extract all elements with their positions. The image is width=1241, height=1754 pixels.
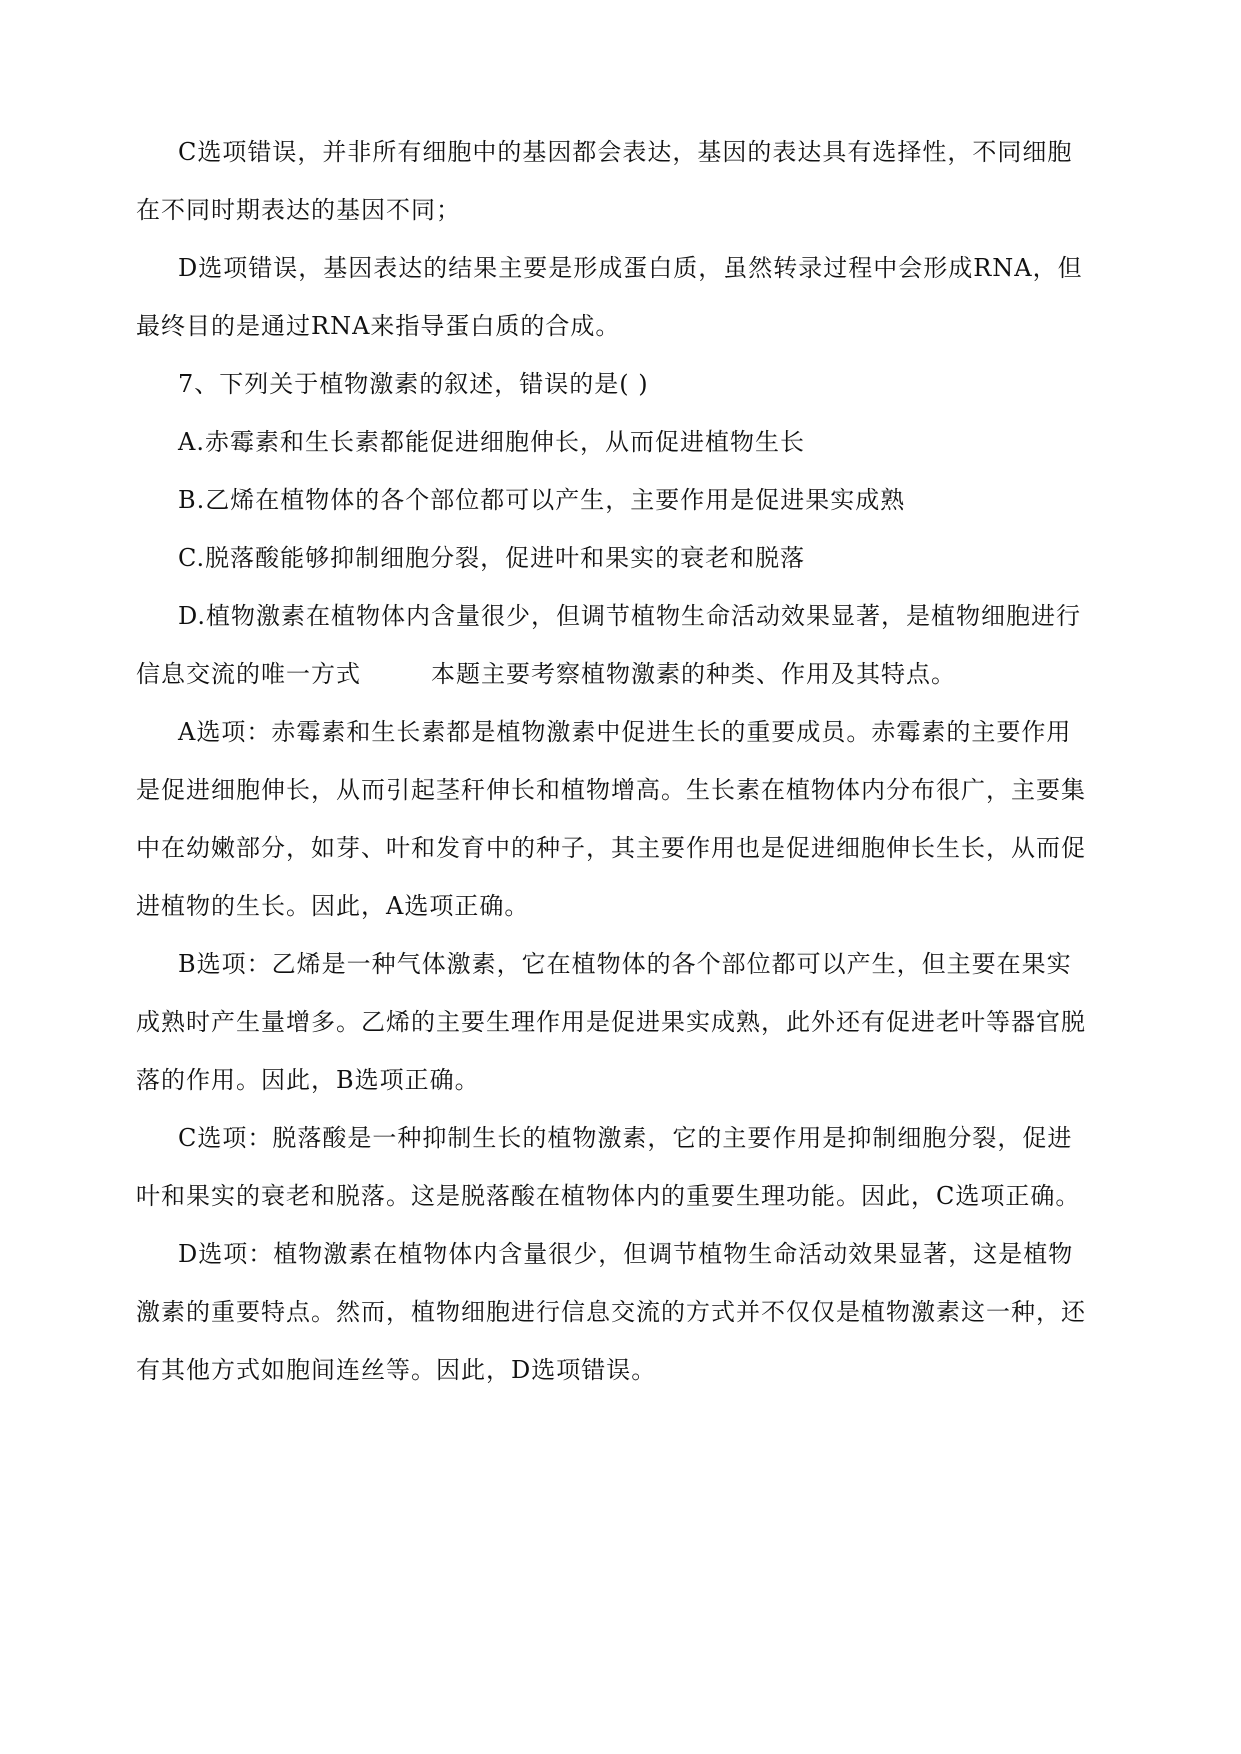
- analysis-line: D选项：植物激素在植物体内含量很少，但调节植物生命活动效果显著，这是植物: [178, 1240, 1074, 1268]
- text-line: C选项错误，并非所有细胞中的基因都会表达，基因的表达具有选择性，不同细胞: [178, 138, 1073, 166]
- analysis-line: 落的作用。因此，B选项正确。: [136, 1066, 480, 1094]
- analysis-line: 有其他方式如胞间连丝等。因此，D选项错误。: [136, 1356, 657, 1384]
- option-c: C.脱落酸能够抑制细胞分裂，促进叶和果实的衰老和脱落: [178, 544, 806, 572]
- analysis-line: 进植物的生长。因此，A选项正确。: [136, 892, 530, 920]
- analysis-line: B选项：乙烯是一种气体激素，它在植物体的各个部位都可以产生，但主要在果实: [178, 950, 1072, 978]
- analysis-line: 激素的重要特点。然而，植物细胞进行信息交流的方式并不仅仅是植物激素这一种，还: [136, 1298, 1086, 1326]
- analysis-line: 是促进细胞伸长，从而引起茎秆伸长和植物增高。生长素在植物体内分布很广，主要集: [136, 776, 1086, 804]
- analysis-line: C选项：脱落酸是一种抑制生长的植物激素，它的主要作用是抑制细胞分裂，促进: [178, 1124, 1073, 1152]
- analysis-line: 成熟时产生量增多。乙烯的主要生理作用是促进果实成熟，此外还有促进老叶等器官脱: [136, 1008, 1086, 1036]
- text-line: 在不同时期表达的基因不同；: [136, 196, 461, 224]
- option-d-tail: 信息交流的唯一方式: [136, 660, 361, 688]
- option-d: D.植物激素在植物体内含量很少，但调节植物生命活动效果显著，是植物细胞进行: [178, 602, 1082, 630]
- analysis-line: A选项：赤霉素和生长素都是植物激素中促进生长的重要成员。赤霉素的主要作用: [178, 718, 1072, 746]
- option-d-continued: [136, 659, 956, 689]
- option-a: A.赤霉素和生长素都能促进细胞伸长，从而促进植物生长: [178, 428, 805, 456]
- analysis-line: 叶和果实的衰老和脱落。这是脱落酸在植物体内的重要生理功能。因此，C选项正确。: [136, 1182, 1081, 1210]
- question-stem: 7、下列关于植物激素的叙述，错误的是( ): [178, 370, 649, 398]
- analysis-intro: 本题主要考察植物激素的种类、作用及其特点。: [431, 660, 956, 688]
- analysis-line: 中在幼嫩部分，如芽、叶和发育中的种子，其主要作用也是促进细胞伸长生长，从而促: [136, 834, 1086, 862]
- text-line: D选项错误，基因表达的结果主要是形成蛋白质，虽然转录过程中会形成RNA，但: [178, 254, 1083, 282]
- text-line: 最终目的是通过RNA来指导蛋白质的合成。: [136, 312, 621, 340]
- option-b: B.乙烯在植物体的各个部位都可以产生，主要作用是促进果实成熟: [178, 486, 906, 514]
